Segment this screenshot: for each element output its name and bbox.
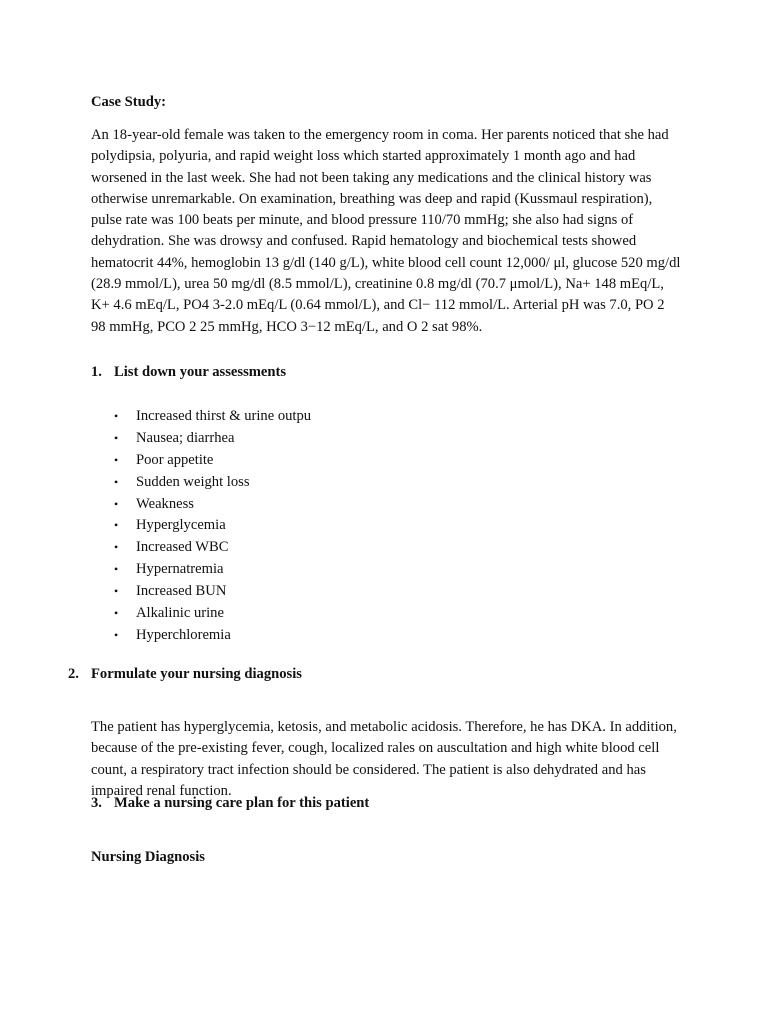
list-item [114,428,311,450]
list-item-text: Weakness [136,495,194,512]
list-item-text: Nausea; diarrhea [136,429,235,446]
diagnosis-paragraph: The patient has hyperglycemia, ketosis, and metabolic acidosis. Therefore, he has DKA. In addition, because of the pre-existing fever, cough, localized rales on auscultation and high white blood cell count, a respiratory tract infection should be considered. The patient is also dehydrated and has impaired renal function. [91,719,677,799]
list-item-text: Sudden weight loss [136,473,250,490]
section-2-number: 2. [68,666,79,682]
section-1-number: 1. [91,364,102,380]
section-1-heading [91,364,286,381]
list-item [114,581,311,603]
section-2-heading [68,666,302,683]
list-item-text: Alkalinic urine [136,605,224,622]
list-item [114,406,311,428]
case-description-paragraph: An 18-year-old female was taken to the emergency room in coma. Her parents noticed that she had polydipsia, polyuria, and rapid weight loss which started approximately 1 month ago and had worsened in the last week. She had not been taking any medications and the clinical history was otherwise unremarkable. On examination, breathing was deep and rapid (Kussmaul respiration), pulse rate was 100 beats per minute, and blood pressure 110/70 mmHg; she also had signs of dehydration. She was drowsy and confused. Rapid hematology and biochemical tests showed hematocrit 44%, hemoglobin 13 g/dl (140 g/L), white blood cell count 12,000/ μl, glucose 520 mg/dl (28.9 mmol/L), urea 50 mg/dl (8.5 mmol/L), creatinine 0.8 mg/dl (70.7 μmol/L), Na+ 148 mEq/L, K+ 4.6 mEq/L, PO4 3-2.0 mEq/L (0.64 mmol/L), and Cl− 112 mmol/L. Arterial pH was 7.0, PO 2 98 mmHg, PCO 2 25 mmHg, HCO 3−12 mEq/L, and O 2 sat 98%. [91,127,681,335]
list-item-text: Hyperglycemia [136,517,226,534]
bullet-icon: • [114,430,119,445]
bullet-icon: • [114,606,119,621]
list-item [114,603,311,625]
list-item [114,494,311,516]
bullet-icon: • [114,452,119,467]
bullet-icon: • [114,540,119,555]
bullet-icon: • [114,474,119,489]
list-item [114,450,311,472]
assessment-list [114,406,311,647]
list-item-text: Hypernatremia [136,561,224,578]
list-item [114,625,311,647]
list-item-text: Hyperchloremia [136,626,231,643]
nursing-diagnosis-subheading: Nursing Diagnosis [91,849,205,865]
list-item-text: Increased BUN [136,583,227,600]
bullet-icon: • [114,562,119,577]
bullet-icon: • [114,584,119,599]
list-item [114,559,311,581]
section-1-title: List down your assessments [114,364,287,380]
section-2-title: Formulate your nursing diagnosis [91,666,302,682]
case-study-title: Case Study: [91,94,167,110]
section-3-number: 3. [91,795,102,811]
list-item [114,537,311,559]
section-3-heading [91,795,369,812]
bullet-icon: • [114,409,119,423]
bullet-icon: • [114,496,119,511]
bullet-icon: • [114,627,119,642]
list-item-text: Increased WBC [136,539,229,556]
section-3-title: Make a nursing care plan for this patient [114,795,370,811]
list-item-text: Increased thirst & urine outpu [136,408,312,424]
list-item-text: Poor appetite [136,451,214,468]
list-item [114,515,311,537]
list-item [114,472,311,494]
bullet-icon: • [114,518,119,533]
